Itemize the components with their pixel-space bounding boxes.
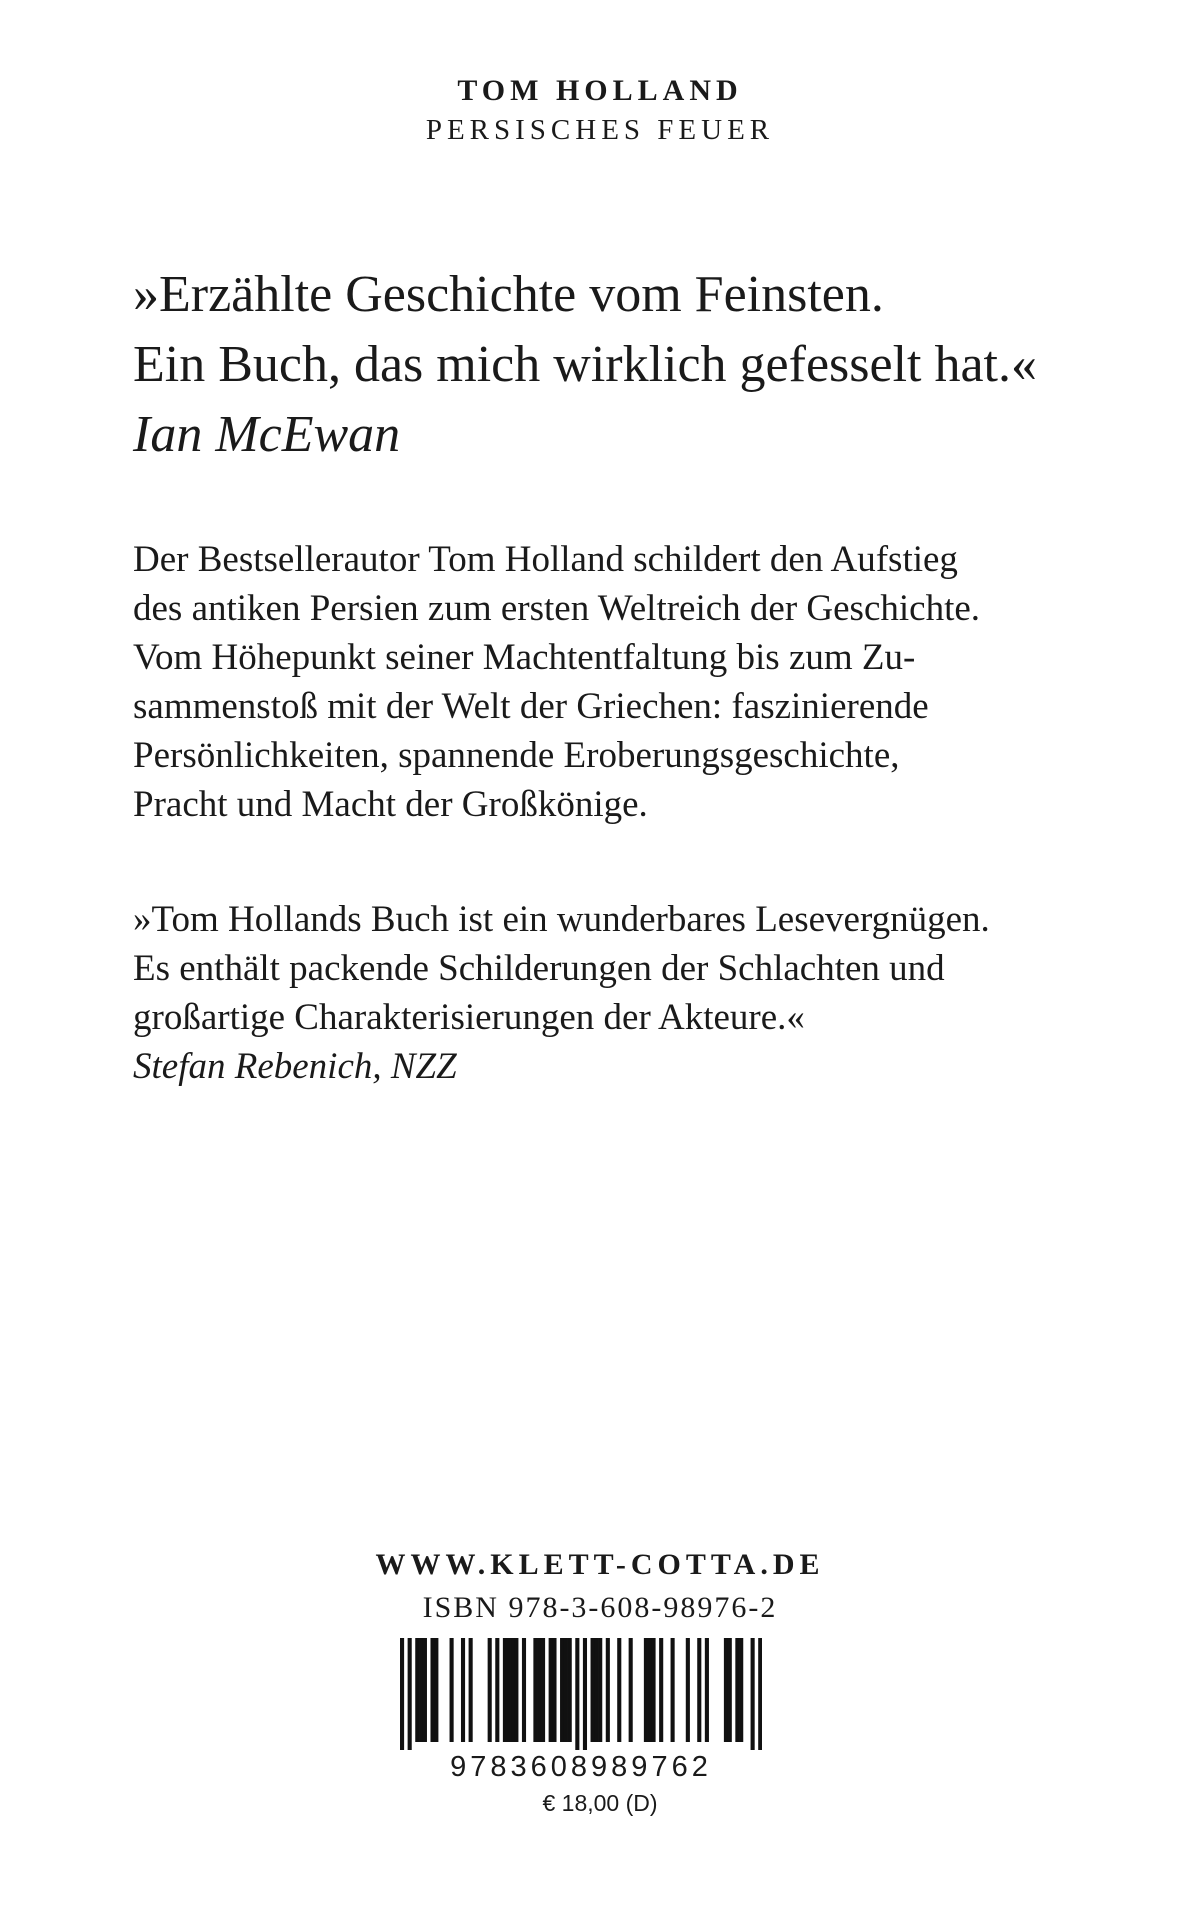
back-cover-header: [0, 72, 1200, 148]
blurb-line: Persönlichkeiten, spannende Eroberungsgeschichte,: [133, 735, 900, 776]
second-quote-line: Es enthält packende Schilderungen der Schlachten und: [133, 948, 945, 989]
second-quote-line: »Tom Hollands Buch ist ein wunderbares Lesevergnügen.: [133, 899, 990, 940]
barcode-bar: [724, 1638, 728, 1742]
barcode-bar: [598, 1638, 602, 1742]
barcode-bar: [415, 1638, 419, 1742]
barcode-bar: [583, 1638, 587, 1750]
barcode-bar: [671, 1638, 675, 1742]
second-quote-line: großartige Charakterisierungen der Akteure.«: [133, 997, 805, 1038]
book-blurb: [133, 535, 1093, 829]
blurb-line: Pracht und Macht der Großkönige.: [133, 784, 648, 825]
barcode-bar: [564, 1638, 568, 1742]
barcode-bar: [533, 1638, 537, 1742]
barcode-bar: [495, 1638, 499, 1742]
book-title: PERSISCHES FEUER: [425, 114, 775, 146]
main-quote-attribution: Ian McEwan: [133, 406, 401, 463]
main-quote-line: »Erzählte Geschichte vom Feinsten.: [133, 266, 884, 323]
price: € 18,00 (D): [542, 1790, 658, 1816]
publisher-footer: [0, 1545, 1200, 1627]
barcode-bar: [591, 1638, 595, 1742]
barcode-bar: [560, 1638, 564, 1742]
barcode-bar: [408, 1638, 412, 1750]
second-quote-attribution: Stefan Rebenich, NZZ: [133, 1046, 457, 1087]
barcode-bar: [751, 1638, 755, 1750]
barcode-bar: [549, 1638, 553, 1742]
barcode-bar: [469, 1638, 473, 1742]
barcode-bar: [686, 1638, 690, 1742]
barcode-bar: [728, 1638, 732, 1742]
main-quote: [133, 260, 1093, 470]
barcode-bar: [507, 1638, 511, 1742]
barcode-bar: [659, 1638, 663, 1742]
barcode-bar: [648, 1638, 652, 1742]
main-quote-line: Ein Buch, das mich wirklich gefesselt hat.«: [133, 336, 1038, 393]
barcode-bar: [511, 1638, 515, 1742]
isbn-number: ISBN 978-3-608-98976-2: [422, 1591, 778, 1624]
barcode-bar: [434, 1638, 438, 1742]
barcode-digits: 9783608989762: [450, 1751, 712, 1783]
publisher-website: WWW.KLETT-COTTA.DE: [375, 1548, 825, 1581]
barcode-bar: [514, 1638, 518, 1742]
author-name: TOM HOLLAND: [457, 74, 743, 107]
barcode-bar: [552, 1638, 556, 1742]
barcode-bar: [419, 1638, 423, 1742]
barcode-bar: [568, 1638, 572, 1742]
barcode-bar: [450, 1638, 454, 1742]
barcode-bar: [617, 1638, 621, 1742]
barcode-bar: [606, 1638, 610, 1742]
barcode-bar: [651, 1638, 655, 1742]
second-quote: [133, 895, 1093, 1091]
barcode-bar: [488, 1638, 492, 1742]
barcode-bar: [575, 1638, 579, 1750]
blurb-line: Der Bestsellerautor Tom Holland schildert den Aufstieg: [133, 539, 958, 580]
barcode-bar: [423, 1638, 427, 1742]
barcode: [400, 1638, 762, 1784]
barcode-bar: [400, 1638, 404, 1750]
barcode-bar: [629, 1638, 633, 1742]
barcode-bar: [541, 1638, 545, 1742]
blurb-line: des antiken Persien zum ersten Weltreich der Geschichte.: [133, 588, 981, 629]
barcode-bar: [705, 1638, 709, 1742]
barcode-bar: [594, 1638, 598, 1742]
blurb-line: sammenstoß mit der Welt der Griechen: faszinierende: [133, 686, 929, 727]
barcode-bar: [644, 1638, 648, 1742]
barcode-bars: [400, 1638, 762, 1750]
barcode-bar: [739, 1638, 743, 1742]
barcode-bar: [537, 1638, 541, 1742]
barcode-bar: [461, 1638, 465, 1742]
barcode-bar: [430, 1638, 434, 1742]
barcode-bar: [735, 1638, 739, 1742]
barcode-bar: [522, 1638, 526, 1742]
barcode-bar: [758, 1638, 762, 1750]
barcode-bar: [503, 1638, 507, 1742]
barcode-bar: [697, 1638, 701, 1742]
blurb-line: Vom Höhepunkt seiner Machtentfaltung bis zum Zu-: [133, 637, 916, 678]
